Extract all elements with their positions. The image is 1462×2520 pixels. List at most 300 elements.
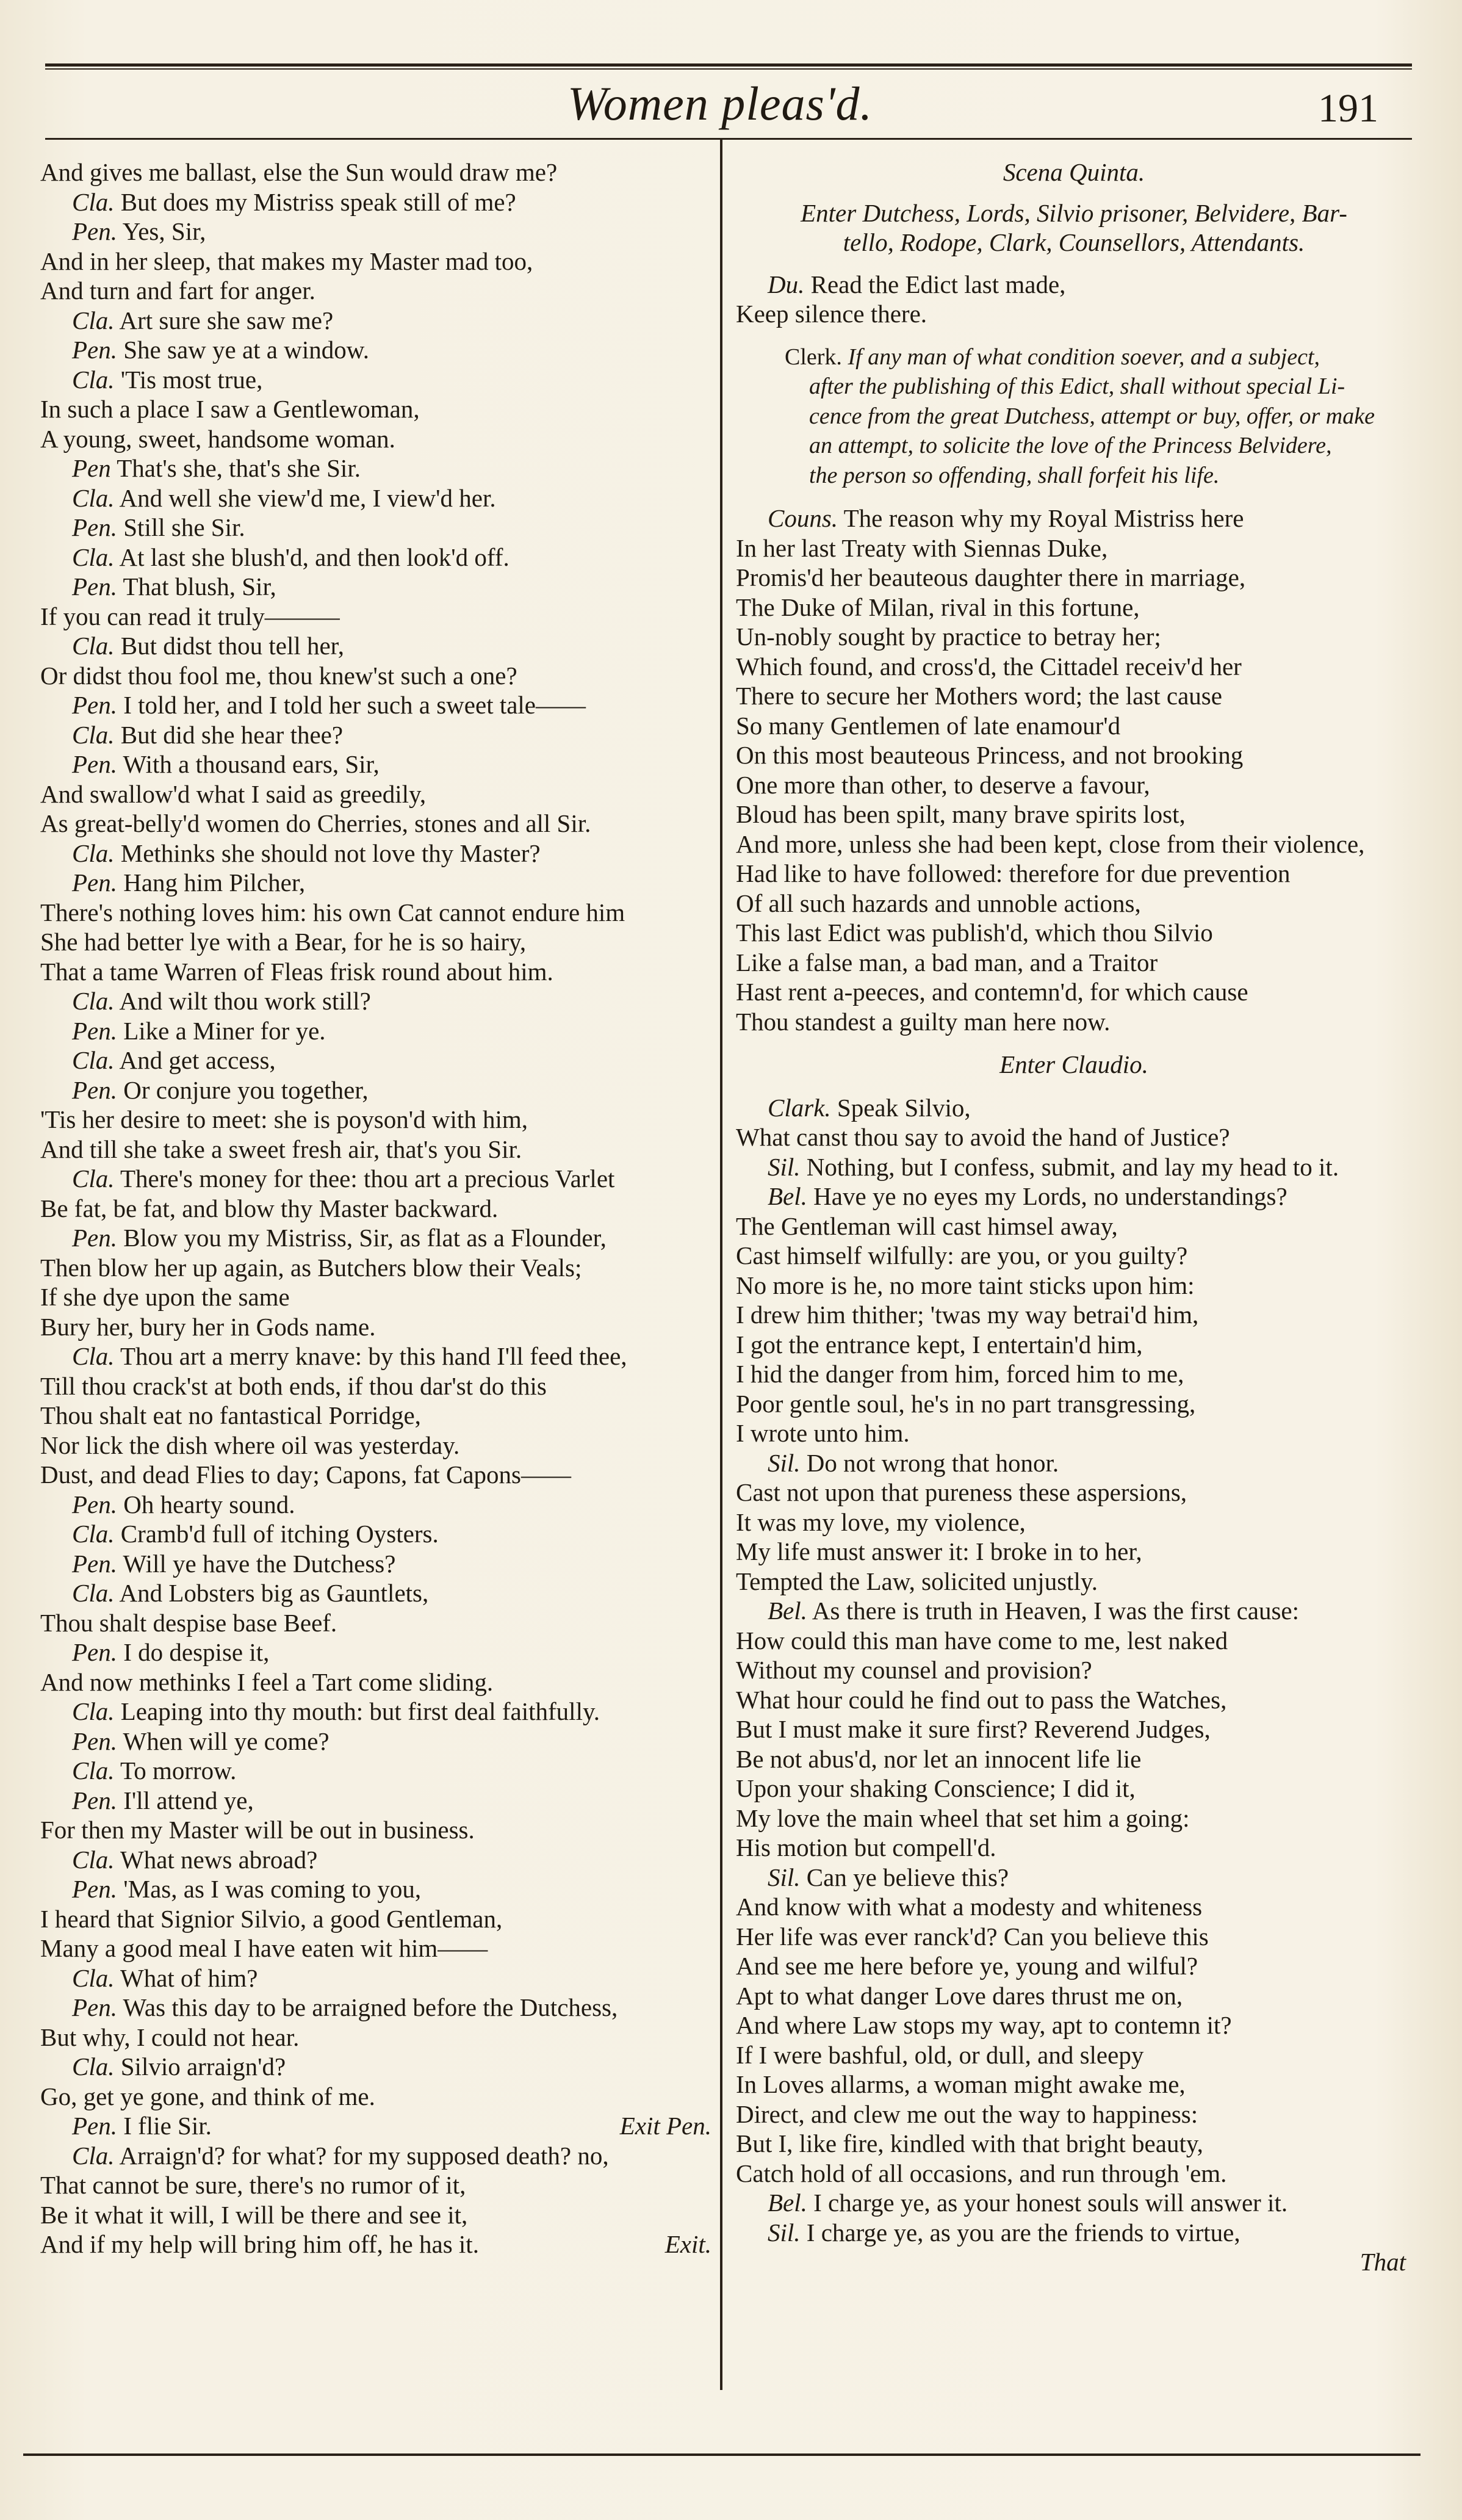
speaker-name: Cla. <box>72 1579 115 1607</box>
line-text: Direct, and clew me out the way to happiness: <box>736 2099 1198 2128</box>
verse-line <box>40 247 711 276</box>
verse-line <box>736 1478 1412 1507</box>
verse-line <box>736 533 1412 563</box>
line-text: I hid the danger from him, forced him to me, <box>736 1360 1184 1388</box>
verse-line <box>40 1963 711 1993</box>
verse-line <box>40 1578 711 1608</box>
line-text: My life must answer it: I broke in to her, <box>736 1537 1142 1565</box>
verse-line <box>736 1685 1412 1715</box>
line-text: Oh hearty sound. <box>123 1490 295 1518</box>
line-text: Read the Edict last made, <box>810 270 1066 298</box>
verse-line <box>736 1007 1412 1037</box>
verse-line <box>40 2082 711 2112</box>
dialogue-block-c <box>736 1093 1412 2248</box>
line-text: And Lobsters big as Gauntlets, <box>119 1579 429 1607</box>
line-text: Like a Miner for ye. <box>123 1016 326 1045</box>
verse-line <box>736 504 1412 533</box>
line-text: Blow you my Mistriss, Sir, as flat as a Flounder, <box>123 1224 607 1252</box>
line-text: 'Mas, as I was coming to you, <box>123 1875 422 1903</box>
verse-line <box>736 1389 1412 1419</box>
verse-line <box>40 1282 711 1312</box>
line-text: Keep silence there. <box>736 300 927 328</box>
verse-line <box>736 2099 1412 2129</box>
line-text: Go, get ye gone, and think of me. <box>40 2082 375 2110</box>
verse-line <box>40 2170 711 2200</box>
bottom-border-rule <box>23 2453 1421 2456</box>
line-text: Her life was ever ranck'd? Can you believe this <box>736 1922 1209 1951</box>
header-rule <box>45 138 1412 140</box>
verse-line <box>736 2040 1412 2070</box>
verse-line <box>736 1981 1412 2011</box>
line-text: Thou shalt eat no fantastical Porridge, <box>40 1401 421 1429</box>
line-text: That blush, Sir, <box>123 572 276 601</box>
speaker-name: Sil. <box>768 2218 801 2247</box>
line-text: And now methinks I feel a Tart come sliding. <box>40 1667 494 1696</box>
line-text: But I must make it sure first? Reverend Judges, <box>736 1715 1211 1743</box>
verse-line <box>40 157 711 187</box>
speaker-name: Cla. <box>72 1520 115 1548</box>
speaker-name: Cla. <box>72 483 115 512</box>
verse-line <box>736 681 1412 711</box>
verse-line <box>736 1774 1412 1803</box>
line-text: That cannot be sure, there's no rumor of it, <box>40 2171 466 2199</box>
verse-line <box>40 957 711 987</box>
speaker-name: Cla. <box>72 1342 115 1370</box>
verse-line <box>40 1016 711 1046</box>
line-text: Yes, Sir, <box>122 217 206 245</box>
verse-line <box>40 543 711 572</box>
speaker-name: Cla. <box>72 365 115 394</box>
line-text: But did she hear thee? <box>120 720 344 749</box>
verse-line <box>736 593 1412 623</box>
line-text: Speak Silvio, <box>837 1093 971 1122</box>
verse-line <box>40 749 711 779</box>
verse-line <box>736 299 1412 329</box>
line-text: As great-belly'd women do Cherries, stones and all Sir. <box>40 809 591 837</box>
verse-line <box>736 1714 1412 1744</box>
line-text: Will ye have the Dutchess? <box>123 1549 396 1578</box>
speaker-name: Couns. <box>768 504 838 532</box>
speaker-name: Pen. <box>72 691 117 719</box>
line-text: If you can read it truly——— <box>40 602 340 630</box>
verse-line <box>40 1431 711 1460</box>
stage-direction-enter-claudio: Enter Claudio. <box>999 1050 1148 1078</box>
speaker-name: Pen. <box>72 1490 117 1518</box>
line-text: I got the entrance kept, I entertain'd him, <box>736 1330 1143 1359</box>
speaker-name: Pen. <box>72 217 117 245</box>
speaker-name: Pen. <box>72 1875 117 1903</box>
line-text: Nothing, but I confess, submit, and lay my head to it. <box>806 1152 1339 1181</box>
edict-line: an attempt, to solicite the love of the Princess Belvidere, <box>809 433 1332 458</box>
line-text: Have ye no eyes my Lords, no understandings? <box>813 1182 1287 1210</box>
verse-line <box>40 1519 711 1549</box>
verse-line <box>40 1845 711 1875</box>
speaker-name: Pen. <box>72 1224 117 1252</box>
edict-line: cence from the great Dutchess, attempt or buy, offer, or make <box>809 403 1375 429</box>
line-text: What hour could he find out to pass the Watches, <box>736 1685 1227 1714</box>
line-text: It was my love, my violence, <box>736 1507 1026 1536</box>
verse-line <box>736 1922 1412 1952</box>
verse-line <box>736 1863 1412 1893</box>
speaker-name: Sil. <box>768 1863 801 1891</box>
line-text: I charge ye, as your honest souls will answer it. <box>813 2189 1288 2217</box>
line-text: Art sure she saw me? <box>119 306 334 334</box>
speaker-name: Cla. <box>72 1164 115 1193</box>
stage-direction-entry-2: tello, Rodope, Clark, Counsellors, Attendants. <box>843 228 1305 256</box>
verse-line <box>736 1122 1412 1152</box>
verse-line <box>736 770 1412 800</box>
line-text: Dust, and dead Flies to day; Capons, fat Capons—— <box>40 1460 572 1489</box>
verse-line <box>736 1803 1412 1833</box>
stage-direction-entry-1: Enter Dutchess, Lords, Silvio prisoner, Belvidere, Bar- <box>801 198 1347 227</box>
line-text: I'll attend ye, <box>123 1786 254 1814</box>
line-text: And wilt thou work still? <box>119 987 371 1015</box>
line-text: If I were bashful, old, or dull, and sleepy <box>736 2040 1144 2069</box>
speaker-name: Cla. <box>72 306 115 334</box>
verse-line <box>40 809 711 839</box>
verse-line <box>40 898 711 928</box>
verse-line <box>40 1341 711 1371</box>
verse-line <box>40 1667 711 1697</box>
line-text: Many a good meal I have eaten wit him—— <box>40 1934 488 1962</box>
line-text: Or conjure you together, <box>123 1075 369 1104</box>
line-text: Still she Sir. <box>123 513 245 541</box>
line-text: I wrote unto him. <box>736 1419 910 1447</box>
line-text: She had better lye with a Bear, for he is so hairy, <box>40 928 527 956</box>
speaker-name: Cla. <box>72 1046 115 1074</box>
verse-line <box>736 270 1412 300</box>
line-text: Be not abus'd, nor let an innocent life lie <box>736 1744 1142 1773</box>
verse-line <box>736 2010 1412 2040</box>
verse-line <box>736 2218 1412 2248</box>
line-text: At last she blush'd, and then look'd off. <box>119 543 510 571</box>
line-text: Poor gentle soul, he's in no part transgressing, <box>736 1389 1196 1418</box>
speaker-name: Pen. <box>72 868 117 897</box>
speaker-name: Pen. <box>72 1786 117 1814</box>
verse-line <box>40 1045 711 1075</box>
line-text: The Gentleman will cast himsel away, <box>736 1211 1118 1240</box>
line-text: Cast not upon that pureness these aspersions, <box>736 1478 1187 1506</box>
line-text: There to secure her Mothers word; the last cause <box>736 682 1222 710</box>
edict-line: after the publishing of this Edict, shall without special Li- <box>809 374 1345 399</box>
speaker-name: Sil. <box>768 1152 801 1181</box>
line-text: Apt to what danger Love dares thrust me on, <box>736 1981 1183 2010</box>
line-text: Leaping into thy mouth: but first deal faithfully. <box>120 1697 600 1725</box>
verse-line <box>40 453 711 483</box>
top-border-rule-inner <box>45 68 1412 70</box>
verse-line <box>736 1300 1412 1330</box>
line-text: So many Gentlemen of late enamour'd <box>736 711 1121 740</box>
verse-line <box>736 1211 1412 1241</box>
line-text: My love the main wheel that set him a going: <box>736 1803 1190 1832</box>
line-text: His motion but compell'd. <box>736 1833 996 1861</box>
verse-line <box>40 720 711 750</box>
verse-line <box>40 572 711 602</box>
speaker-name: Cla. <box>72 543 115 571</box>
verse-line <box>40 187 711 217</box>
line-text: No more is he, no more taint sticks upon him: <box>736 1271 1195 1299</box>
line-text: Do not wrong that honor. <box>806 1448 1059 1477</box>
verse-line <box>40 2200 711 2230</box>
line-text: And gives me ballast, else the Sun would draw me? <box>40 158 558 186</box>
verse-line <box>40 1490 711 1520</box>
line-text: Be it what it will, I will be there and see it, <box>40 2200 468 2229</box>
line-text: There's nothing loves him: his own Cat cannot endure him <box>40 898 625 926</box>
line-text: Cast himself wilfully: are you, or you guilty? <box>736 1241 1188 1269</box>
verse-line <box>736 1567 1412 1597</box>
verse-line <box>40 1727 711 1756</box>
line-text: And know with what a modesty and whiteness <box>736 1893 1203 1921</box>
speaker-name: Pen. <box>72 572 117 601</box>
verse-line <box>40 1637 711 1667</box>
verse-line <box>40 1933 711 1963</box>
verse-line <box>736 1951 1412 1981</box>
verse-line <box>40 483 711 513</box>
verse-line <box>40 927 711 957</box>
line-text: With a thousand ears, Sir, <box>123 750 380 778</box>
verse-line <box>40 2141 711 2171</box>
verse-line <box>40 1223 711 1253</box>
line-text: And well she view'd me, I view'd her. <box>119 483 496 512</box>
line-text: Cramb'd full of itching Oysters. <box>120 1520 439 1548</box>
verse-line <box>40 1164 711 1194</box>
verse-line <box>736 889 1412 919</box>
line-text: How could this man have come to me, lest naked <box>736 1626 1228 1655</box>
verse-line <box>40 394 711 424</box>
line-text: Without my counsel and provision? <box>736 1656 1092 1684</box>
speaker-name: Cla. <box>72 2141 115 2170</box>
line-text: I heard that Signior Silvio, a good Gentleman, <box>40 1904 503 1933</box>
speaker-name: Sil. <box>768 1448 801 1477</box>
verse-line <box>40 690 711 720</box>
line-text: In Loves allarms, a woman might awake me, <box>736 2070 1186 2098</box>
edict-text <box>785 342 1395 491</box>
line-text: Then blow her up again, as Butchers blow their Veals; <box>40 1253 582 1282</box>
line-text: That's she, that's she Sir. <box>117 454 361 482</box>
line-text: In her last Treaty with Siennas Duke, <box>736 533 1108 562</box>
line-text: Upon your shaking Conscience; I did it, <box>736 1774 1136 1802</box>
verse-line <box>736 622 1412 652</box>
verse-line <box>40 1105 711 1135</box>
verse-line <box>40 1993 711 2023</box>
verse-line <box>40 1371 711 1401</box>
line-text: This last Edict was publish'd, which thou Silvio <box>736 919 1213 947</box>
clerk-label: Clerk. <box>785 344 842 370</box>
speaker-name: Pen. <box>72 513 117 541</box>
verse-line <box>40 779 711 809</box>
exit-direction: Exit Pen. <box>619 2112 711 2140</box>
line-text: Like a false man, a bad man, and a Traitor <box>736 948 1158 977</box>
speaker-name: Du. <box>768 270 805 298</box>
line-text: There's money for thee: thou art a precious Varlet <box>120 1164 615 1193</box>
line-text: Bury her, bury her in Gods name. <box>40 1312 376 1341</box>
verse-line <box>40 513 711 543</box>
line-text: But I, like fire, kindled with that bright beauty, <box>736 2129 1203 2157</box>
line-text: What of him? <box>120 1963 258 1992</box>
verse-line <box>736 1537 1412 1567</box>
verse-line <box>40 1460 711 1490</box>
line-text: Can ye believe this? <box>806 1863 1009 1891</box>
verse-line <box>40 1253 711 1283</box>
speaker-name: Bel. <box>768 2189 807 2217</box>
line-text: Which found, and cross'd, the Cittadel receiv'd her <box>736 652 1242 681</box>
verse-line <box>736 829 1412 859</box>
verse-line <box>40 1075 711 1105</box>
line-text: Had like to have followed: therefore for due prevention <box>736 859 1291 887</box>
line-text: And see me here before ye, young and wilful? <box>736 1952 1198 1980</box>
verse-line <box>736 1655 1412 1685</box>
line-text: Was this day to be arraigned before the Dutchess, <box>123 1993 618 2021</box>
verse-line <box>40 1401 711 1431</box>
verse-line <box>736 1418 1412 1448</box>
speaker-name: Pen. <box>72 1075 117 1104</box>
speaker-name: Cla. <box>72 720 115 749</box>
verse-line <box>736 918 1412 948</box>
right-column <box>736 157 1412 2277</box>
verse-line <box>40 1904 711 1934</box>
speaker-name: Cla. <box>72 187 115 216</box>
speaker-name: Pen. <box>72 336 117 364</box>
page-number: 191 <box>1318 86 1378 131</box>
verse-line <box>40 661 711 691</box>
line-text: Un-nobly sought by practice to betray her; <box>736 623 1161 651</box>
verse-line <box>736 1271 1412 1301</box>
line-text: And till she take a sweet fresh air, that's you Sir. <box>40 1135 522 1163</box>
verse-line <box>736 2159 1412 2189</box>
line-text: Catch hold of all occasions, and run through 'em. <box>736 2159 1227 2187</box>
line-text: Or didst thou fool me, thou knew'st such a one? <box>40 661 517 690</box>
verse-line <box>736 1093 1412 1123</box>
speaker-name: Pen. <box>72 1727 117 1755</box>
speaker-name: Pen. <box>72 1549 117 1578</box>
catchword: That <box>1359 2248 1406 2276</box>
line-text: Be fat, be fat, and blow thy Master backward. <box>40 1194 499 1222</box>
verse-line <box>736 1241 1412 1271</box>
speaker-name: Cla. <box>72 1697 115 1725</box>
line-text: The Duke of Milan, rival in this fortune, <box>736 593 1140 621</box>
speaker-name: Clark. <box>768 1093 831 1122</box>
verse-line <box>736 2188 1412 2218</box>
verse-line <box>736 2070 1412 2099</box>
verse-line <box>736 652 1412 682</box>
exit-direction: Exit. <box>664 2230 711 2258</box>
speaker-name: Cla. <box>72 987 115 1015</box>
line-text: If she dye upon the same <box>40 1283 290 1311</box>
verse-line <box>736 948 1412 978</box>
line-text: Nor lick the dish where oil was yesterday. <box>40 1431 460 1459</box>
line-text: To morrow. <box>120 1756 237 1785</box>
verse-line <box>40 335 711 365</box>
speaker-name: Pen. <box>72 1993 117 2021</box>
line-text: And where Law stops my way, apt to contemn it? <box>736 2011 1232 2039</box>
line-text: She saw ye at a window. <box>123 336 369 364</box>
verse-line <box>40 2052 711 2082</box>
verse-line <box>736 1744 1412 1774</box>
verse-line <box>40 1194 711 1224</box>
verse-line <box>40 2229 711 2259</box>
line-text: That a tame Warren of Fleas frisk round about him. <box>40 957 553 986</box>
verse-line <box>40 839 711 868</box>
verse-line <box>736 711 1412 741</box>
line-text: Hang him Pilcher, <box>123 868 306 897</box>
verse-line <box>40 424 711 454</box>
line-text: But why, I could not hear. <box>40 2023 300 2051</box>
line-text: In such a place I saw a Gentlewoman, <box>40 395 420 423</box>
verse-line <box>40 1549 711 1579</box>
speaker-name: Cla. <box>72 2052 115 2081</box>
line-text: I flie Sir. <box>123 2112 212 2140</box>
line-text: As there is truth in Heaven, I was the first cause: <box>812 1597 1300 1625</box>
line-text: Hast rent a-peeces, and contemn'd, for which cause <box>736 978 1248 1006</box>
verse-line <box>40 306 711 336</box>
verse-line <box>40 868 711 898</box>
verse-line <box>736 740 1412 770</box>
line-text: Silvio arraign'd? <box>120 2052 286 2081</box>
verse-line <box>40 2111 711 2141</box>
verse-line <box>40 2023 711 2052</box>
line-text: And get access, <box>119 1046 276 1074</box>
verse-line <box>736 1152 1412 1182</box>
verse-line <box>736 1626 1412 1656</box>
verse-line <box>736 800 1412 829</box>
line-text: One more than other, to deserve a favour, <box>736 770 1150 799</box>
speaker-name: Cla. <box>72 632 115 660</box>
verse-line <box>40 276 711 306</box>
speaker-name: Cla. <box>72 1756 115 1785</box>
speaker-name: Cla. <box>72 1963 115 1992</box>
verse-line <box>40 602 711 632</box>
verse-line <box>736 2129 1412 2159</box>
line-text: The reason why my Royal Mistriss here <box>843 504 1244 532</box>
line-text: And in her sleep, that makes my Master mad too, <box>40 247 533 275</box>
speaker-name: Pen. <box>72 2112 117 2140</box>
line-text: When will ye come? <box>123 1727 329 1755</box>
verse-line <box>40 1756 711 1786</box>
line-text: 'Tis her desire to meet: she is poyson'd with him, <box>40 1105 528 1133</box>
line-text: I do despise it, <box>123 1638 270 1666</box>
speaker-name: Cla. <box>72 1845 115 1874</box>
line-text: Thou art a merry knave: by this hand I'll feed thee, <box>120 1342 627 1370</box>
line-text: Till thou crack'st at both ends, if thou dar'st do this <box>40 1371 547 1400</box>
column-divider <box>720 138 722 2390</box>
line-text: But didst thou tell her, <box>120 632 344 660</box>
edict-line: the person so offending, shall forfeit his life. <box>809 462 1220 488</box>
scene-heading: Scena Quinta. <box>1003 158 1145 186</box>
top-border-rule <box>45 63 1412 67</box>
line-text: A young, sweet, handsome woman. <box>40 424 395 453</box>
line-text: And if my help will bring him off, he has it. <box>40 2230 479 2258</box>
speaker-name: Pen. <box>72 1638 117 1666</box>
verse-line <box>736 1596 1412 1626</box>
line-text: Arraign'd? for what? for my supposed death? no, <box>119 2141 609 2170</box>
line-text: Thou standest a guilty man here now. <box>736 1007 1111 1036</box>
speaker-name: Pen <box>72 454 111 482</box>
verse-line <box>40 1697 711 1727</box>
line-text: And turn and fart for anger. <box>40 276 315 305</box>
line-text: And swallow'd what I said as greedily, <box>40 779 427 808</box>
speaker-name: Bel. <box>768 1182 807 1210</box>
verse-line <box>40 631 711 661</box>
verse-line <box>736 1507 1412 1537</box>
verse-line <box>736 1448 1412 1478</box>
line-text: Bloud has been spilt, many brave spirits lost, <box>736 800 1186 828</box>
line-text: What news abroad? <box>120 1845 318 1874</box>
dialogue-block-b <box>736 504 1412 1036</box>
line-text: Promis'd her beauteous daughter there in marriage, <box>736 563 1246 591</box>
verse-line <box>40 1135 711 1164</box>
verse-line <box>40 1608 711 1638</box>
line-text: For then my Master will be out in business. <box>40 1816 475 1844</box>
